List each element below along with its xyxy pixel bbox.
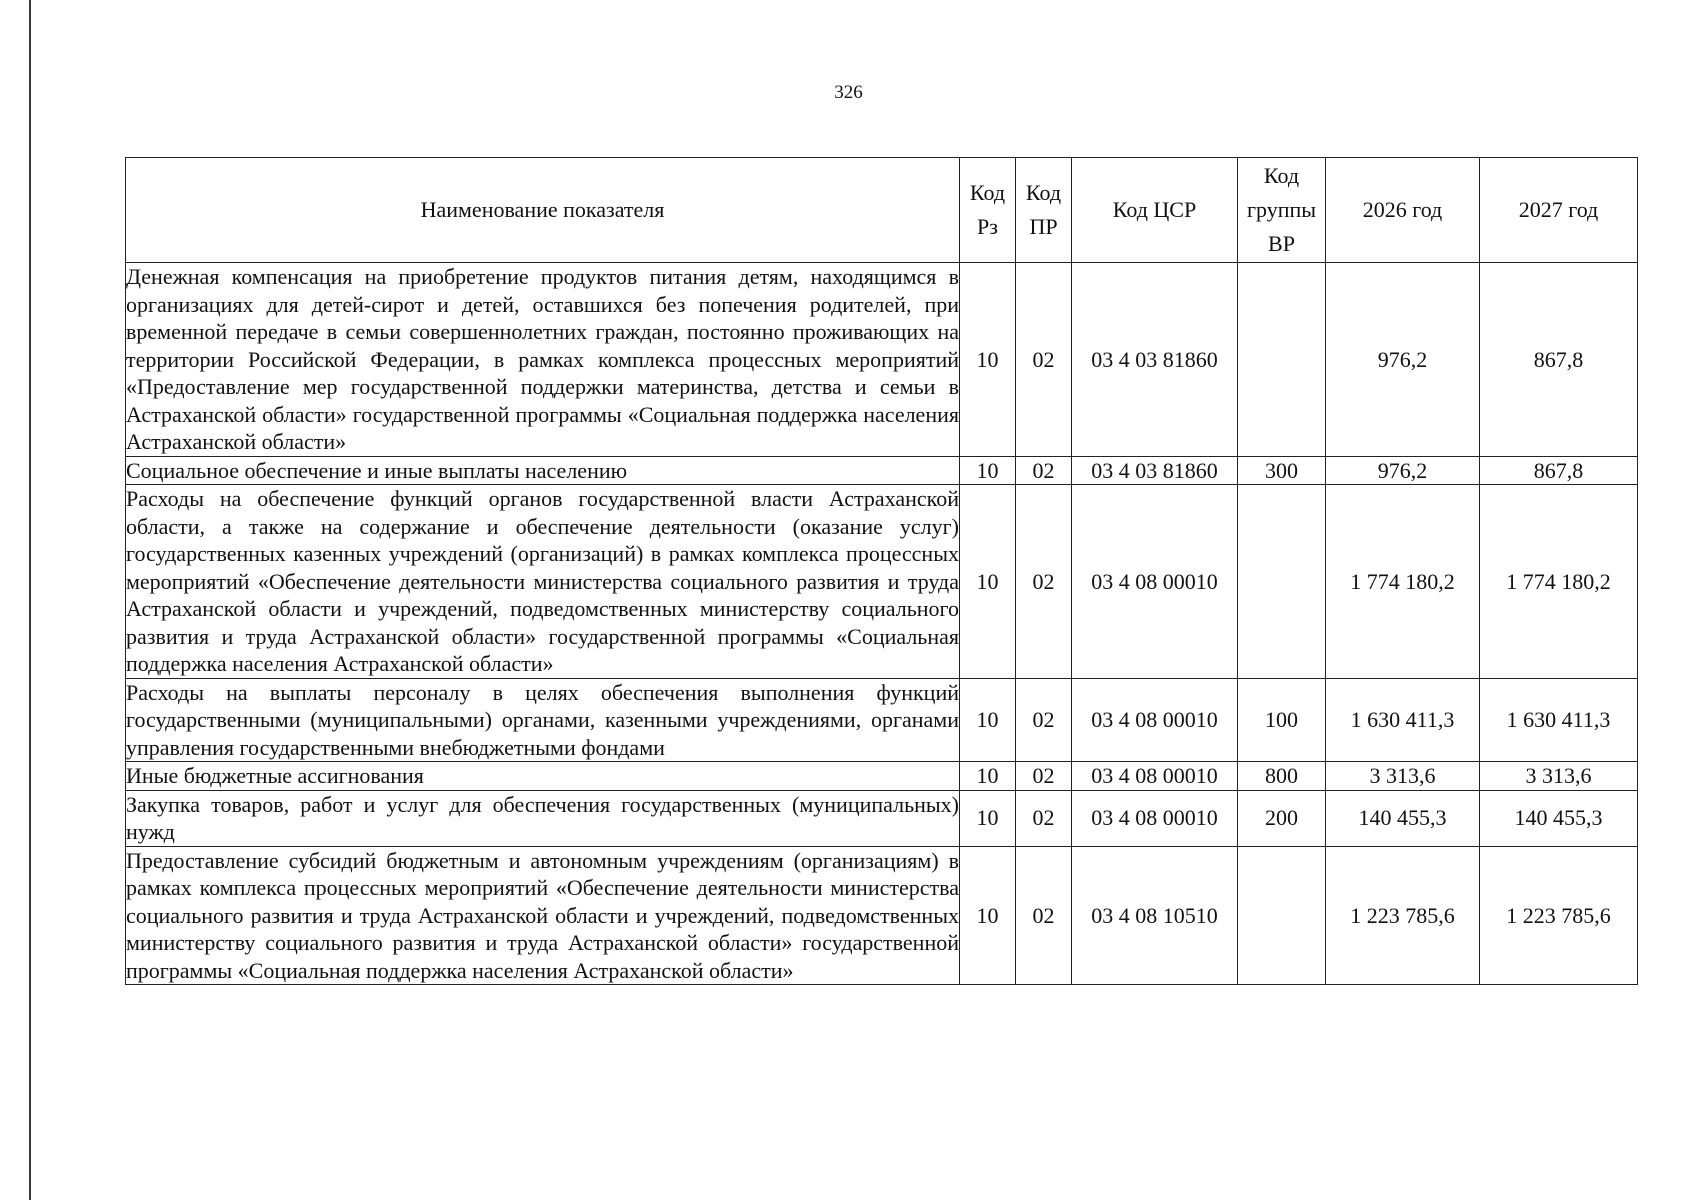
row-pr: 02 [1016, 456, 1072, 485]
row-2027: 1 774 180,2 [1480, 485, 1638, 679]
row-rz: 10 [960, 263, 1016, 457]
row-pr: 02 [1016, 762, 1072, 791]
row-2027: 867,8 [1480, 263, 1638, 457]
row-vr: 200 [1238, 790, 1326, 846]
row-pr: 02 [1016, 678, 1072, 762]
row-2027: 867,8 [1480, 456, 1638, 485]
row-name: Закупка товаров, работ и услуг для обеспечения государственных (муниципальных) нужд [126, 791, 959, 844]
row-csr: 03 4 03 81860 [1072, 456, 1238, 485]
header-name: Наименование показателя [126, 158, 960, 263]
row-pr: 02 [1016, 790, 1072, 846]
row-2027: 140 455,3 [1480, 790, 1638, 846]
row-vr [1238, 263, 1326, 457]
row-rz: 10 [960, 762, 1016, 791]
header-2026: 2026 год [1326, 158, 1480, 263]
table-row [126, 762, 1638, 791]
header-pr: Код ПР [1016, 158, 1072, 263]
table-header-row [126, 158, 1638, 263]
budget-table [125, 157, 1638, 985]
row-2027: 1 630 411,3 [1480, 678, 1638, 762]
row-vr: 100 [1238, 678, 1326, 762]
row-rz: 10 [960, 790, 1016, 846]
header-rz: Код Рз [960, 158, 1016, 263]
table-row [126, 456, 1638, 485]
table-row [126, 678, 1638, 762]
row-rz: 10 [960, 485, 1016, 679]
row-pr: 02 [1016, 846, 1072, 985]
row-csr: 03 4 08 00010 [1072, 790, 1238, 846]
row-name: Иные бюджетные ассигнования [126, 762, 960, 791]
table-row [126, 485, 1638, 679]
row-csr: 03 4 08 10510 [1072, 846, 1238, 985]
row-2027: 1 223 785,6 [1480, 846, 1638, 985]
row-2026: 1 223 785,6 [1326, 846, 1480, 985]
row-pr: 02 [1016, 263, 1072, 457]
row-name: Социальное обеспечение и иные выплаты населению [126, 456, 960, 485]
row-csr: 03 4 08 00010 [1072, 485, 1238, 679]
row-2026: 1 630 411,3 [1326, 678, 1480, 762]
row-vr: 300 [1238, 456, 1326, 485]
row-csr: 03 4 08 00010 [1072, 762, 1238, 791]
row-vr [1238, 846, 1326, 985]
row-csr: 03 4 03 81860 [1072, 263, 1238, 457]
scan-edge-line [29, 0, 31, 1200]
header-vr: Код группы ВР [1238, 158, 1326, 263]
row-vr: 800 [1238, 762, 1326, 791]
row-2026: 1 774 180,2 [1326, 485, 1480, 679]
page-number: 326 [834, 82, 863, 103]
row-name: Расходы на обеспечение функций органов государственной власти Астраханской области, а также на содержание и обеспечение деятельности (оказание услуг) государственных казенных учреждений (организаций) в рамках комплекса процессных мероприятий «Обеспечение деятельности министерства социального развития и труда Астраханской области и учреждений, подведомственных министерству социального развития и труда Астраханской области» государственной программы «Социальная поддержка населения Астраханской области» [126, 486, 959, 676]
row-name: Расходы на выплаты персоналу в целях обеспечения выполнения функций государственными (муниципальными) органами, казенными учреждениями, органами управления государственными внебюджетными фондами [126, 679, 959, 760]
header-csr: Код ЦСР [1072, 158, 1238, 263]
row-pr: 02 [1016, 485, 1072, 679]
row-2026: 3 313,6 [1326, 762, 1480, 791]
row-2026: 976,2 [1326, 456, 1480, 485]
row-2026: 976,2 [1326, 263, 1480, 457]
row-vr [1238, 485, 1326, 679]
table-row [126, 263, 1638, 457]
table-row [126, 846, 1638, 985]
row-2027: 3 313,6 [1480, 762, 1638, 791]
row-2026: 140 455,3 [1326, 790, 1480, 846]
row-rz: 10 [960, 456, 1016, 485]
row-csr: 03 4 08 00010 [1072, 678, 1238, 762]
table-row [126, 790, 1638, 846]
row-name: Предоставление субсидий бюджетным и автономным учреждениям (организациям) в рамках комплекса процессных мероприятий «Обеспечение деятельности министерства социального развития и труда Астраханской области и учреждений, подведомственных министерству социального развития и труда Астраханской области» государственной программы «Социальная поддержка населения Астраханской области» [126, 847, 959, 983]
row-rz: 10 [960, 678, 1016, 762]
row-rz: 10 [960, 846, 1016, 985]
header-2027: 2027 год [1480, 158, 1638, 263]
row-name: Денежная компенсация на приобретение продуктов питания детям, находящимся в организациях для детей-сирот и детей, оставшихся без попечения родителей, при временной передаче в семьи совершеннолетних граждан, постоянно проживающих на территории Российской Федерации, в рамках комплекса процессных мероприятий «Предоставление мер государственной поддержки материнства, детства и семьи в Астраханской области» государственной программы «Социальная поддержка населения Астраханской области» [126, 264, 959, 454]
